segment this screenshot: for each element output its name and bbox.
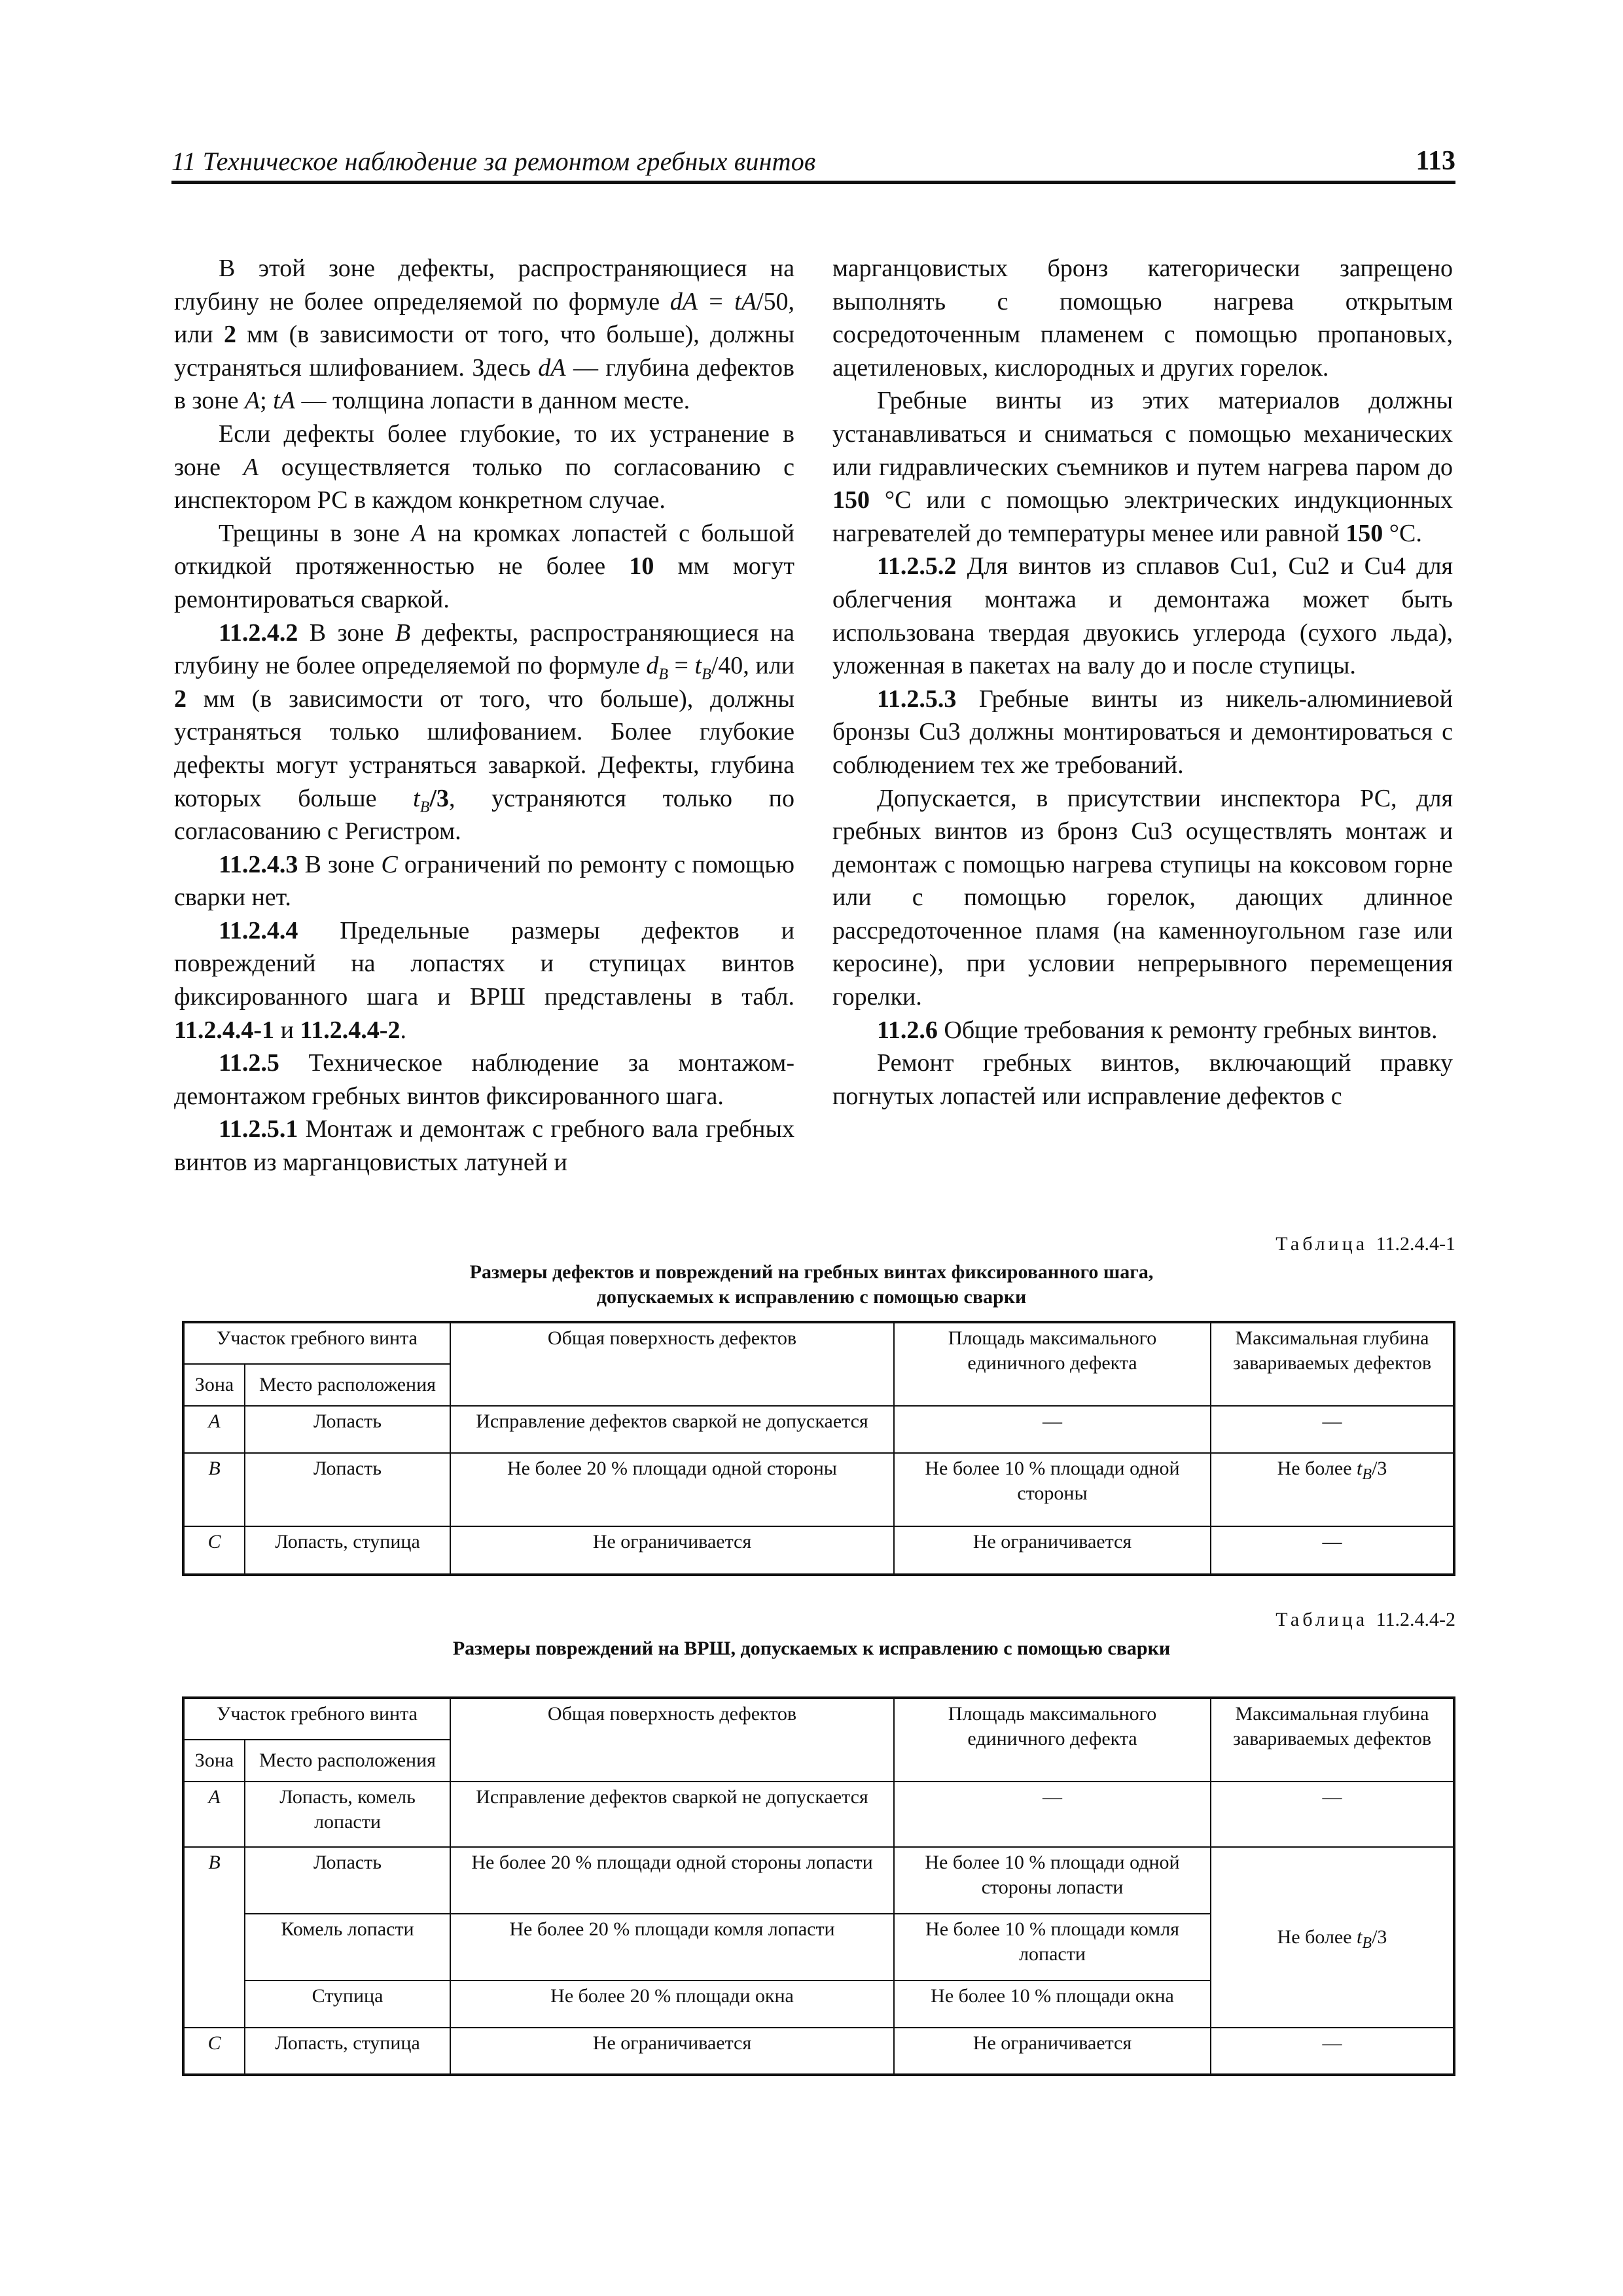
header-cell: Зона	[183, 1364, 245, 1406]
header-cell: Участок гребного винта	[183, 1322, 450, 1364]
paragraph: 11.2.5.1 Монтаж и демонтаж с гребного вала гребных винтов из марганцовистых латуней и	[174, 1115, 794, 1177]
table-cell: A	[183, 1406, 245, 1453]
paragraph: Гребные винты из этих материалов должны устанавливаться и сниматься с помощью механических или гидравлических съемников и путем нагрева паром до 150 °С или с помощью электрических индукционных нагревателей до температуры менее или равной 150 °С.	[832, 387, 1453, 547]
table-cell: Не более $t_B/3$	[1211, 1453, 1454, 1526]
table-cell: Не ограничивается	[450, 2028, 894, 2075]
header-cell: Общая поверхность дефектов	[450, 1322, 894, 1406]
table-cell: Комель лопасти	[245, 1914, 450, 1981]
table-cell: —	[1211, 2028, 1454, 2075]
page-header	[171, 139, 1455, 184]
page-number: 113	[1416, 146, 1455, 176]
table-cell: Не более 10 % площади одной стороны	[894, 1453, 1211, 1526]
table-cell: Не ограничивается	[450, 1526, 894, 1575]
table-cell: Исправление дефектов сваркой не допускается	[450, 1782, 894, 1847]
table-cell: B	[183, 1847, 245, 2028]
section-heading: 11.2.5 Техническое наблюдение за монтажом-демонтажом гребных винтов фиксированного шага.	[174, 1049, 794, 1110]
paragraph: 11.2.5.2 Для винтов из сплавов Cu1, Cu2 и Cu4 для облегчения монтажа и демонтажа может быть использована твердая двуокись углерода (сухого льда), уложенная в пакетах на валу до и после ступицы.	[832, 552, 1453, 680]
table-cell: Не более 20 % площади окна	[450, 1981, 894, 2028]
table-cell: Лопасть	[245, 1453, 450, 1526]
table-cell: Не более 10 % площади одной стороны лопасти	[894, 1847, 1211, 1914]
table-row	[183, 1782, 1454, 1847]
header-cell: Максимальная глубина завариваемых дефектов	[1211, 1322, 1454, 1406]
paragraph: марганцовистых бронз категорически запрещено выполнять с помощью нагрева открытым сосредоточенным пламенем с помощью пропановых, ацетиленовых, кислородных и других горелок.	[832, 255, 1453, 382]
table-cell: —	[894, 1406, 1211, 1453]
defects-table-cpp	[182, 1696, 1455, 2076]
table-cell: —	[894, 1782, 1211, 1847]
table-cell: Исправление дефектов сваркой не допускается	[450, 1406, 894, 1453]
table-cell: Не ограничивается	[894, 2028, 1211, 2075]
table-cell: Лопасть	[245, 1847, 450, 1914]
table-cell: —	[1211, 1406, 1454, 1453]
table-cell: B	[183, 1453, 245, 1526]
header-cell: Общая поверхность дефектов	[450, 1698, 894, 1782]
paragraph: 11.2.4.2 В зоне В дефекты, распространяющиеся на глубину не более определяемой по формуле $d_B = t_B/40$, или 2 мм (в зависимости от того, что больше), должны устраняться только шлифованием. Более глубокие дефекты могут устраняться заваркой. Дефекты, глубина которых больше $t_B/3$, устраняются только по согласованию с Регистром.	[174, 619, 795, 846]
table-title: Размеры повреждений на ВРШ, допускаемых к исправлению с помощью сварки	[452, 1638, 1171, 1659]
table-row	[183, 2028, 1454, 2075]
header-cell: Зона	[183, 1740, 245, 1782]
header-cell: Площадь максимального единичного дефекта	[894, 1698, 1211, 1782]
section-heading: 11.2.6 Общие требования к ремонту гребных винтов.	[877, 1016, 1438, 1044]
table-row	[183, 1406, 1454, 1453]
header-cell: Участок гребного винта	[183, 1698, 450, 1740]
table-cell: Не более $t_B/3$	[1211, 1847, 1454, 2028]
table-cell: Лопасть, ступица	[245, 2028, 450, 2075]
table-cell: A	[183, 1782, 245, 1847]
table-label: Таблица 11.2.4.4-2	[1275, 1609, 1455, 1630]
table-cell: —	[1211, 1782, 1454, 1847]
table-title: Размеры дефектов и повреждений на гребных винтах фиксированного шага, допускаемых к исправлению с помощью сварки	[469, 1261, 1154, 1308]
table-row	[183, 1453, 1454, 1526]
table-cell: Не более 10 % площади окна	[894, 1981, 1211, 2028]
right-column	[832, 252, 1453, 1113]
table-row	[183, 1526, 1454, 1575]
table-cell: C	[183, 2028, 245, 2075]
header-cell: Место расположения	[245, 1740, 450, 1782]
paragraph: Трещины в зоне А на кромках лопастей с большой откидкой протяженностью не более 10 мм могут ремонтироваться сваркой.	[174, 519, 794, 613]
table-cell: Ступица	[245, 1981, 450, 2028]
paragraph: Ремонт гребных винтов, включающий правку погнутых лопастей или исправление дефектов с	[832, 1049, 1453, 1110]
header-cell: Максимальная глубина завариваемых дефектов	[1211, 1698, 1454, 1782]
paragraph: 11.2.4.4 Предельные размеры дефектов и повреждений на лопастях и ступицах винтов фиксированного шага и ВРШ представлены в табл. 11.2.4.4-1 и 11.2.4.4-2.	[174, 916, 794, 1044]
table-cell: C	[183, 1526, 245, 1575]
table-cell: Лопасть, комель лопасти	[245, 1782, 450, 1847]
table-cell: Не ограничивается	[894, 1526, 1211, 1575]
table-label: Таблица 11.2.4.4-1	[1275, 1233, 1455, 1255]
paragraph: В этой зоне дефекты, распространяющиеся на глубину не более определяемой по формуле dA = tA/50, или 2 мм (в зависимости от того, что больше), должны устраняться шлифованием. Здесь dA — глубина дефектов в зоне А; tA — толщина лопасти в данном месте.	[174, 255, 794, 415]
defects-table-fixed-pitch	[182, 1321, 1455, 1576]
running-title: 11 Техническое наблюдение за ремонтом гребных винтов	[171, 147, 816, 176]
table-cell: Лопасть	[245, 1406, 450, 1453]
table-header-row	[183, 1698, 1454, 1740]
table-header-row	[183, 1322, 1454, 1364]
header-cell: Площадь максимального единичного дефекта	[894, 1322, 1211, 1406]
table-cell: Не более 20 % площади одной стороны лопасти	[450, 1847, 894, 1914]
paragraph: Допускается, в присутствии инспектора РС, для гребных винтов из бронз Cu3 осуществлять монтаж и демонтаж с помощью нагрева ступицы на коксовом горне или с помощью горелок, дающих длинное рассредоточенное пламя (на каменноугольном газе или керосине), при условии непрерывного перемещения горелки.	[832, 784, 1454, 1011]
header-cell: Место расположения	[245, 1364, 450, 1406]
left-column	[174, 252, 794, 1179]
table-cell: Не более 20 % площади комля лопасти	[450, 1914, 894, 1981]
table-cell: Лопасть, ступица	[245, 1526, 450, 1575]
table-row	[183, 1847, 1454, 1914]
table-cell: Не более 10 % площади комля лопасти	[894, 1914, 1211, 1981]
paragraph: 11.2.4.3 В зоне С ограничений по ремонту с помощью сварки нет.	[174, 850, 794, 912]
table-cell: Не более 20 % площади одной стороны	[450, 1453, 894, 1526]
paragraph: Если дефекты более глубокие, то их устранение в зоне А осуществляется только по согласованию с инспектором РС в каждом конкретном случае.	[174, 420, 794, 514]
table-cell: —	[1211, 1526, 1454, 1575]
paragraph: 11.2.5.3 Гребные винты из никель-алюминиевой бронзы Cu3 должны монтироваться и демонтироваться с соблюдением тех же требований.	[832, 685, 1454, 779]
